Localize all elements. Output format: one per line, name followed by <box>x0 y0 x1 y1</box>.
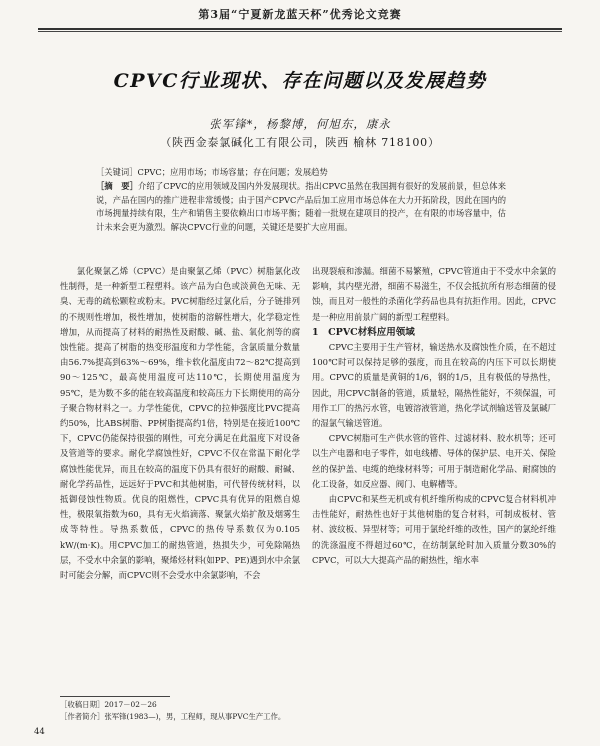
body-paragraph: 出现裂痕和渗漏。细菌不易繁殖，CPVC管道由于不受水中余氯的影响，其内壁光滑，细菌不易滋生，不仅会抵抗所有形态细菌的侵蚀，而且对一般性的杀菌化学药品也具有抗拒作用。因此，CPVC是一种应用前景广阔的新型工程塑料。 <box>312 266 556 322</box>
abstract-label: ［摘 要］ <box>96 181 139 191</box>
body-paragraph: CPVC主要用于生产管材，输送热水及腐蚀性介质，在不超过100℃时可以保持足够的强度，而且在较高的内压下可以长期使用。CPVC的质量是黄铜的1/6，钢的1/5，且有极低的导热性，因此，用CPVC制备的管道，质量轻，隔热性能好，不须保温，可用作工厂的热污水管，电镀溶液管道，热化学试剂输送管及氯碱厂的湿氯气输送管道。 <box>312 342 556 429</box>
footnote-rule <box>60 696 170 697</box>
body-paragraph: 由CPVC和某些无机或有机纤维所构成的CPVC复合材料机冲击性能好，耐热性也好于其他树脂的复合材料，可制成板材、管材、波纹板、异型材等；可用于氯纶纤维的改性，国产的氯纶纤维的洗涤温度不得超过60℃，在纺制氯纶时加入质量分数30%的CPVC，可以大大提高产品的耐热性，缩水率 <box>312 494 556 565</box>
paper-title: CPVC行业现状、存在问题以及发展趋势 <box>113 70 487 92</box>
header-rule <box>38 28 562 30</box>
received-date: ［收稿日期］2017－02－26 <box>60 700 157 709</box>
keywords-line <box>96 166 506 179</box>
author-note: ［作者简介］张军锋(1983—)，男，工程师，现从事PVC生产工作。 <box>60 712 286 721</box>
body-paragraph: 氯化聚氯乙烯（CPVC）是由聚氯乙烯（PVC）树脂氯化改性制得，是一种新型工程塑料。该产品为白色或淡黄色无味、无臭、无毒的疏松颗粒或粉末。PVC树脂经过氯化后，分子链排列的不规则性增加，极性增加，使树脂的溶解性增大，化学稳定性增加，从而提高了材料的耐热性及耐酸、碱、盐、氧化剂等的腐蚀性能。提高了树脂的热变形温度和力学性能，含氯质量分数量由56.7%提高到63%～69%，维卡软化温度由72～82℃提高到90～125℃，最高使用温度可达110℃，长期使用温度为95℃，是为数不多的能在较高温度和较高压力下长期使用的高分子聚合物材料之一。力学性能优，CPVC的拉伸强度比PVC提高约50%，比ABS树脂、PP树脂提高约1倍，特别是在接近100℃下，CPVC仍能保持很强的刚性，可充分满足在此温度下对设备及管道等的要求。耐化学腐蚀性好，CPVC不仅在常温下耐化学腐蚀性能优异，而且在较高的温度下仍具有很好的耐酸、耐碱、耐化学药品性，远远好于PVC和其他树脂，可代替传统材料，以抵御侵蚀性物质。优良的阻燃性，CPVC具有优异的阻燃自熄性，极限氧指数为60，具有无火焰滴落、聚氯火焰扩散及烟雾生成等特性。导热系数低，CPVC的热传导系数仅为0.105 kW/(m·K)。用CPVC加工的耐热管道，热损失少，可免除隔热层，不受水中余氯的影响，聚烯烃材料(如PP、PE)遇到水中余氯时可能会分解，而CPVC则不会受水中余氯影响，不会 <box>60 266 300 581</box>
section-heading: 1 CPVC材料应用领域 <box>312 326 415 338</box>
body-paragraph: CPVC树脂可生产供水管的管件、过滤材料、胶水机等；还可以生产电器和电子零件，如电线槽、导体的保护层、电开关、保险丝的保护盖、电缆的绝缘材料等；可用于制造耐化学品、耐腐蚀的化工设备，如反应器、阀门、电解槽等。 <box>312 433 556 489</box>
author-list: 张军锋*，杨黎博，何旭东，康永 <box>209 117 391 131</box>
affiliation: （陕西金泰氯碱化工有限公司，陕西 榆林 718100） <box>160 136 440 149</box>
page-number: 44 <box>34 727 45 737</box>
keywords-text: CPVC；应用市场；市场容量；存在问题；发展趋势 <box>137 167 328 177</box>
header-rule-thin <box>38 31 562 32</box>
right-column <box>312 264 556 568</box>
abstract <box>96 180 506 234</box>
keywords-label: ［关键词］ <box>96 167 138 177</box>
abstract-text: 介绍了CPVC的应用领域及国内外发展现状。指出CPVC虽然在我国拥有很好的发展前景，但总体来说，产品在国内的推广进程非常缓慢；由于国产CPVC产品后加工应用市场总体在大力开拓阶段，因此在国内的市场拥量持续有限，生产和销售主要依赖出口市场平衡；随着一批规在建项目的投产，在有限的市场容量中，估计未来会更为激烈。解决CPVC行业的问题，关键还是要扩大应用面。 <box>96 181 506 232</box>
running-header: 第3届“宁夏新龙蓝天杯”优秀论文竞赛 <box>198 8 402 21</box>
left-column <box>60 264 300 583</box>
